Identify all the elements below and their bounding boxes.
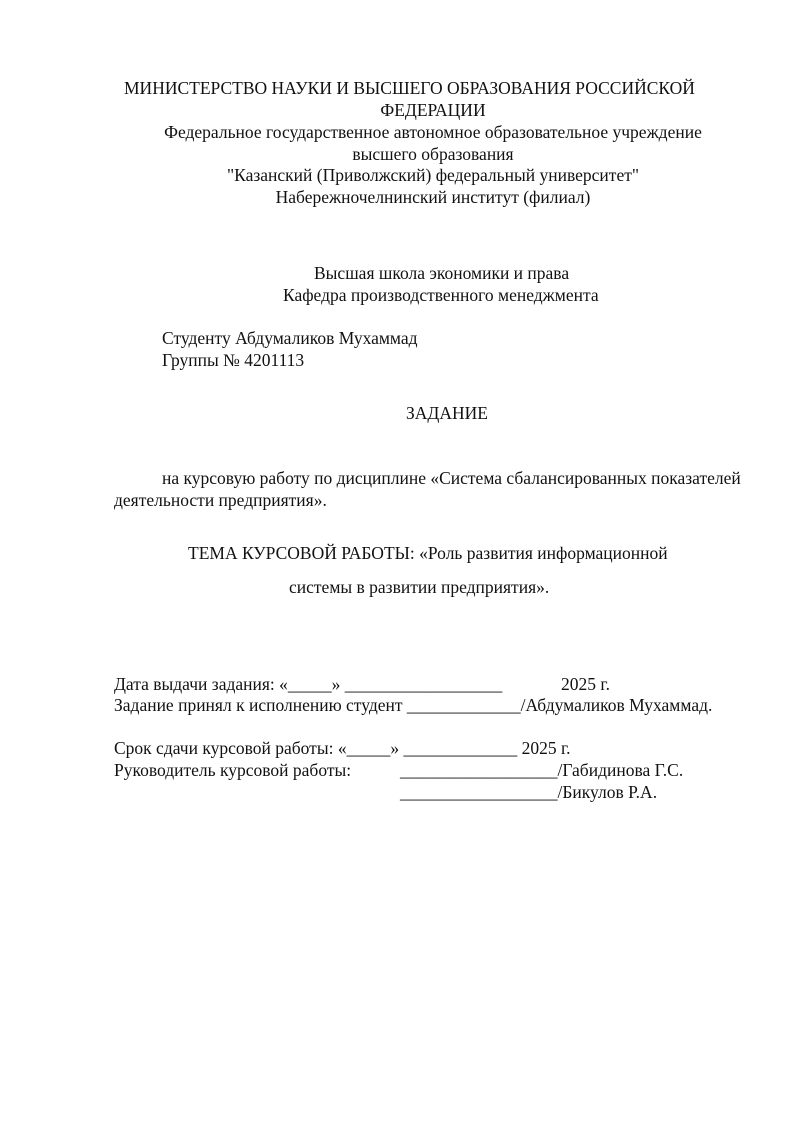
issue-year: 2025 г. xyxy=(561,674,610,694)
assignment-title: ЗАДАНИЕ xyxy=(406,403,488,423)
school-name: Высшая школа экономики и права xyxy=(314,263,570,283)
accepted-line: Задание принял к исполнению студент _____________/Абдумаликов Мухаммад. xyxy=(114,695,713,715)
discipline-line-2: деятельности предприятия». xyxy=(114,490,327,510)
ministry-line-1: МИНИСТЕРСТВО НАУКИ И ВЫСШЕГО ОБРАЗОВАНИЯ РОССИЙСКОЙ xyxy=(124,78,695,98)
institution-line-1: Федеральное государственное автономное образовательное учреждение xyxy=(164,122,702,142)
branch-name: Набережночелнинский институт (филиал) xyxy=(275,187,591,207)
discipline-line-1: на курсовую работу по дисциплине «Система сбалансированных показателей xyxy=(162,468,741,488)
deadline-line: Срок сдачи курсовой работы: «_____» _____________ 2025 г. xyxy=(114,738,571,758)
university-name: "Казанский (Приволжский) федеральный университет" xyxy=(226,165,640,185)
institution-line-2: высшего образования xyxy=(352,144,514,164)
supervisor-1: __________________/Габидинова Г.С. xyxy=(400,760,684,780)
department-name: Кафедра производственного менеджмента xyxy=(283,285,599,305)
supervisor-label: Руководитель курсовой работы: xyxy=(114,760,352,780)
issue-date-line: Дата выдачи задания: «_____» __________________ xyxy=(114,674,503,694)
topic-line-2: системы в развитии предприятия». xyxy=(289,577,550,597)
ministry-line-2: ФЕДЕРАЦИИ xyxy=(380,100,486,120)
topic-line-1: ТЕМА КУРСОВОЙ РАБОТЫ: «Роль развития информационной xyxy=(188,543,668,563)
student-name: Студенту Абдумаликов Мухаммад xyxy=(162,328,418,348)
supervisor-2: __________________/Бикулов Р.А. xyxy=(400,782,658,802)
student-group: Группы № 4201113 xyxy=(162,350,305,370)
